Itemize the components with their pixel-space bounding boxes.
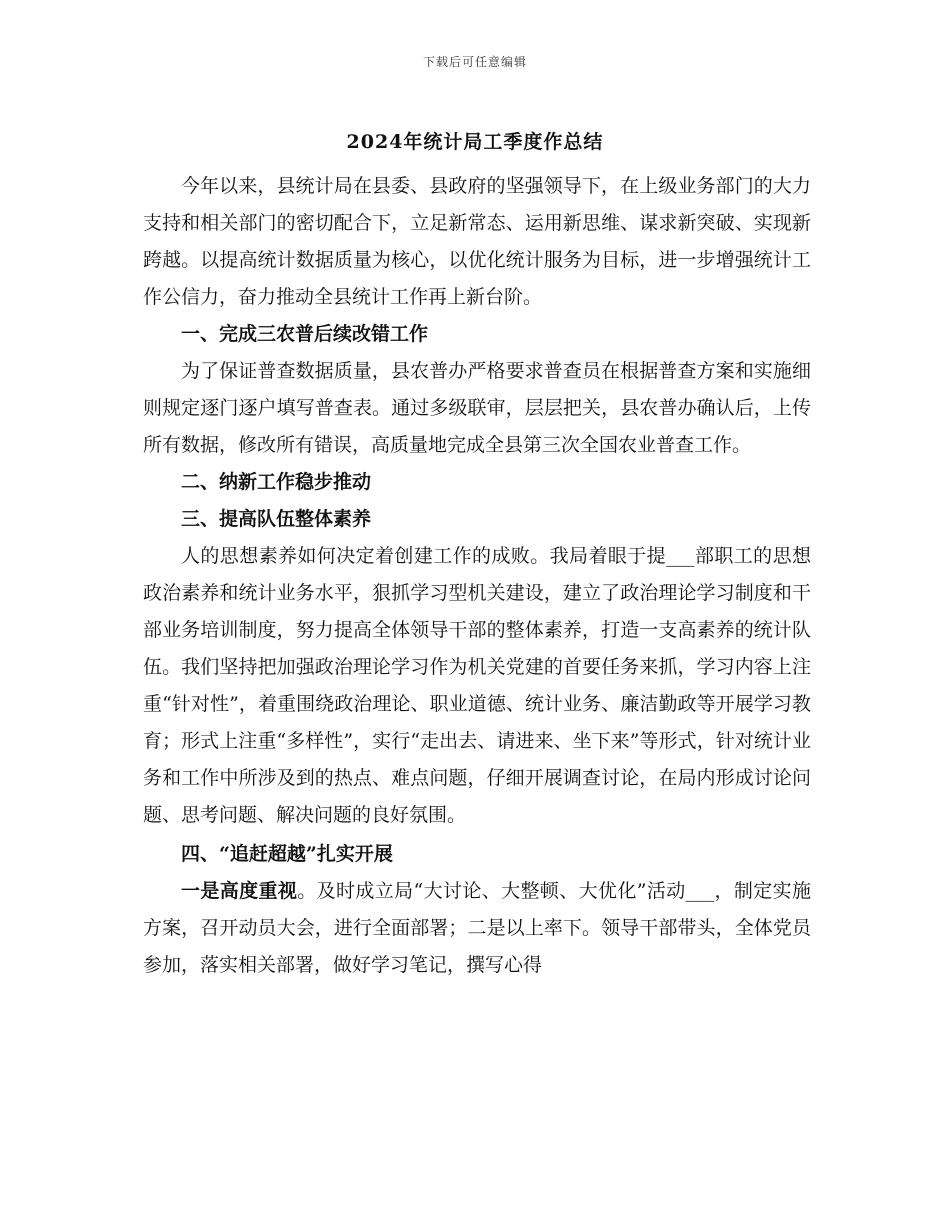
document-title: 2024年统计局工季度作总结 — [346, 131, 604, 153]
section-heading-3: 三、提高队伍整体素养 — [181, 508, 372, 530]
section-4-lead: 一是高度重视 — [181, 880, 298, 902]
section-4-text: 。及时成立局“大讨论、大整顿、大优化”活动___，制定实施方案，召开动员大会，进行全面部署；二是以上率下。领导干部带头，全体党员参加，落实相关部署，做好学习笔记，撰写心得 — [143, 880, 811, 976]
header-note: 下载后可任意编辑 — [422, 55, 527, 69]
section-heading-4: 四、“追赶超越”扎实开展 — [181, 843, 393, 865]
intro-paragraph: 今年以来，县统计局在县委、县政府的坚强领导下，在上级业务部门的大力支持和相关部门的密切配合下，立足新常态、运用新思维、谋求新突破、实现新跨越。以提高统计数据质量为核心，以优化统计服务为目标，进一步增强统计工作公信力，奋力推动全县统计工作再上新台阶。 — [143, 175, 811, 308]
document-body — [143, 168, 811, 984]
section-heading-2: 二、纳新工作稳步推动 — [181, 471, 372, 493]
section-heading-1: 一、完成三农普后续改错工作 — [181, 323, 429, 345]
section-paragraph-3: 人的思想素养如何决定着创建工作的成败。我局着眼于提___部职工的思想政治素养和统计业务水平，狠抓学习型机关建设，建立了政治理论学习制度和干部业务培训制度，努力提高全体领导干部的整体素养，打造一支高素养的统计队伍。我们坚持把加强政治理论学习作为机关党建的首要任务来抓，学习内容上注重“针对性”，着重围绕政治理论、职业道德、统计业务、廉洁勤政等开展学习教育；形式上注重“多样性”，实行“走出去、请进来、坐下来”等形式，针对统计业务和工作中所涉及到的热点、难点问题，仔细开展调查讨论，在局内形成讨论问题、思考问题、解决问题的良好氛围。 — [143, 545, 811, 826]
section-paragraph-4 — [143, 873, 811, 984]
section-paragraph-1: 为了保证普查数据质量，县农普办严格要求普查员在根据普查方案和实施细则规定逐门逐户填写普查表。通过多级联审，层层把关，县农普办确认后，上传所有数据，修改所有错误，高质量地完成全县第三次全国农业普查工作。 — [143, 360, 811, 456]
